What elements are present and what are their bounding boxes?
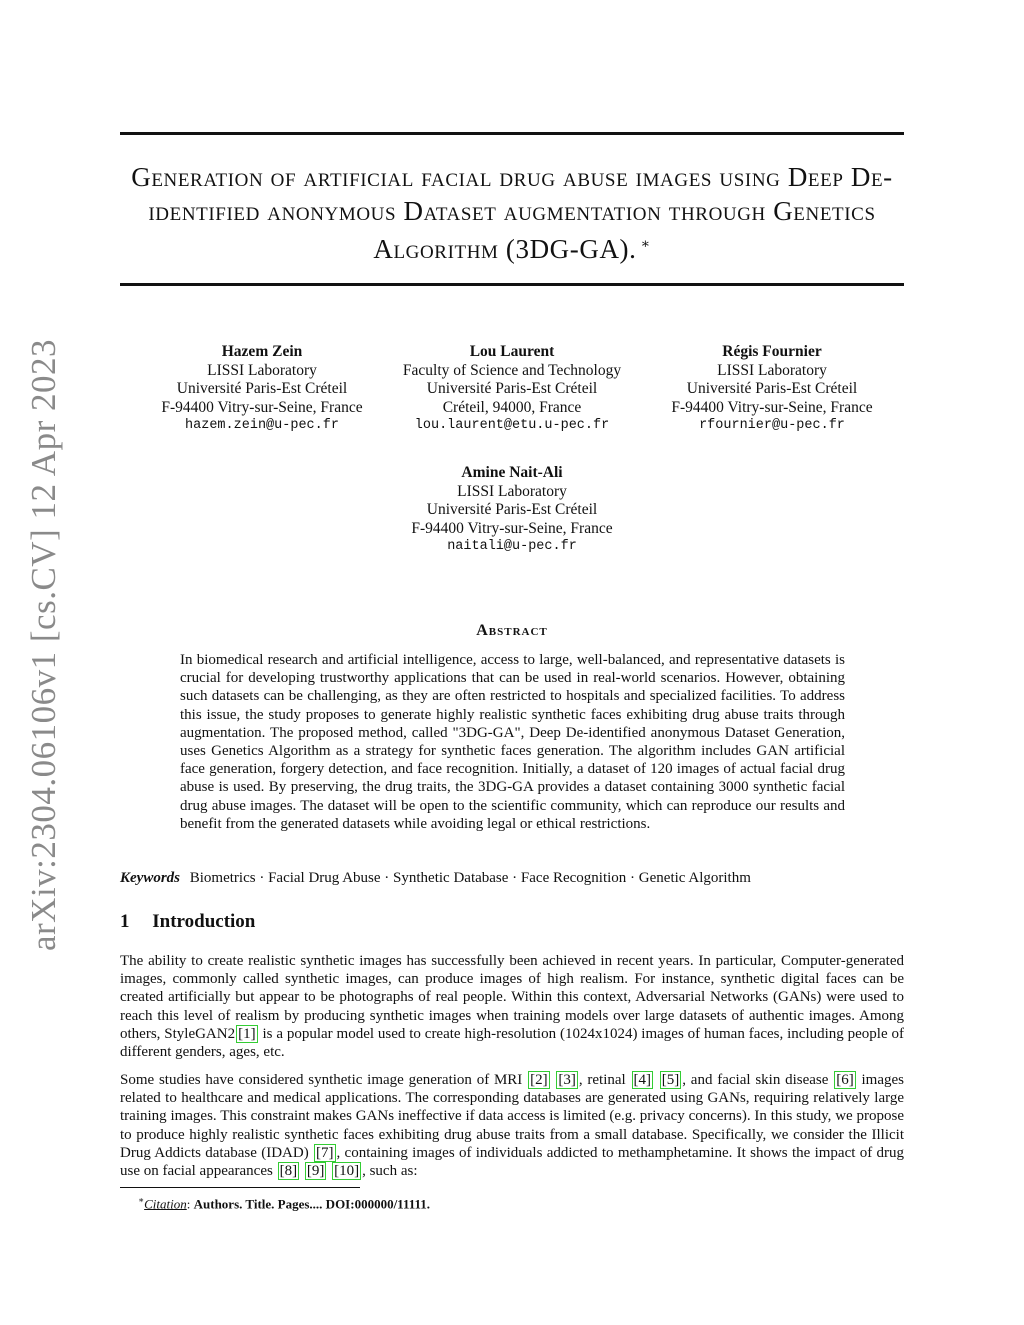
- author-affiliation-line: LISSI Laboratory: [717, 361, 827, 379]
- author-email: hazem.zein@u-pec.fr: [185, 418, 339, 433]
- arxiv-side-stamp: arXiv:2304.06106v1 [cs.CV] 12 Apr 2023: [24, 338, 63, 952]
- citation-link[interactable]: [8]: [279, 1163, 298, 1180]
- footnote: ∗Citation: Authors. Title. Pages.... DOI:000000/11111.: [138, 1195, 431, 1212]
- author-block: [122, 343, 402, 436]
- citation-link[interactable]: [2]: [530, 1072, 548, 1088]
- citation-link[interactable]: [1]: [238, 1025, 256, 1042]
- citation-link[interactable]: [4]: [633, 1072, 651, 1088]
- citation-link[interactable]: [5]: [661, 1072, 680, 1088]
- paragraph-text: , containing images of individuals addicted to methamphetamine. It shows the impact of drug use on facial appearances: [120, 1144, 904, 1180]
- title-bottom-rule: [120, 283, 904, 286]
- author-affiliation-line: F-94400 Vitry-sur-Seine, France: [411, 519, 613, 537]
- author-name: Lou Laurent: [469, 343, 555, 360]
- citation-link[interactable]: [10]: [334, 1163, 360, 1180]
- author-affiliation-line: Université Paris-Est Créteil: [686, 380, 858, 397]
- abstract-heading: Abstract: [476, 622, 548, 639]
- author-affiliation-line: F-94400 Vitry-sur-Seine, France: [161, 398, 363, 416]
- author-affiliation-line: F-94400 Vitry-sur-Seine, France: [671, 398, 873, 416]
- paragraph-text: Some studies have considered synthetic image generation of MRI: [120, 1072, 528, 1088]
- citation-link[interactable]: [3]: [558, 1072, 576, 1088]
- author-affiliation-line: Faculty of Science and Technology: [402, 361, 622, 379]
- author-name: Régis Fournier: [722, 343, 822, 360]
- footnote-rule: [120, 1187, 360, 1188]
- section-heading: [120, 911, 255, 933]
- citation-link[interactable]: [7]: [316, 1144, 334, 1161]
- title-top-rule: [120, 132, 904, 135]
- abstract-body: In biomedical research and artificial intelligence, access to large, well-balanced, and representative datasets is crucial for developing trustworthy applications that can be used in real-world scenarios. However, obtaining such datasets can be challenging, as they are often restricted to hospitals and specialized facilities. To address this issue, the study proposes to generate highly realistic synthetic faces exhibiting drug abuse traits through augmentation. The proposed method, called "3DG-GA", Deep De-identified anonymous Dataset Generation, uses Genetics Algorithm as a strategy for synthetic faces generation. The algorithm includes GAN artificial face generation, forgery detection, and face recognition. Initially, a dataset of 120 images of actual facial drug abuse is used. By preserving, the drug traits, the 3DG-GA provides a dataset containing 3000 synthetic facial drug abuse images. The dataset will be open to the scientific community, which can reproduce our results and benefit from the generated datasets while avoiding legal or ethical restrictions.: [180, 652, 845, 832]
- author-affiliation-line: Université Paris-Est Créteil: [426, 380, 598, 397]
- author-email: naitali@u-pec.fr: [447, 539, 577, 554]
- paragraph-text: , such as:: [362, 1163, 418, 1180]
- section-title: Introduction: [152, 911, 256, 932]
- citation-link[interactable]: [9]: [306, 1163, 325, 1180]
- keywords-label: Keywords: [120, 870, 180, 886]
- author-affiliation-line: LISSI Laboratory: [207, 361, 317, 379]
- footnote-mark: ∗: [138, 1195, 145, 1205]
- author-email: rfournier@u-pec.fr: [699, 418, 845, 433]
- paragraph-text: , and facial skin disease: [682, 1072, 834, 1088]
- footnote-text: Authors. Title. Pages.... DOI:000000/11111.: [193, 1196, 431, 1212]
- author-affiliation-line: LISSI Laboratory: [457, 482, 567, 500]
- author-name: Amine Nait-Ali: [461, 464, 563, 481]
- keywords-text: Biometrics · Facial Drug Abuse · Synthetic Database · Face Recognition · Genetic Algorithm: [189, 870, 751, 886]
- paragraph-text: , retinal: [578, 1072, 631, 1088]
- author-affiliation-line: Université Paris-Est Créteil: [426, 501, 598, 518]
- paper-title-text: Generation of artificial facial drug abuse images using Deep De-identified anonymous Dataset augmentation through Genetics Algorithm (3DG-GA).: [131, 162, 893, 264]
- intro-paragraph: [120, 952, 904, 1061]
- author-block: [372, 464, 652, 557]
- intro-paragraph: [120, 1071, 904, 1180]
- footnote-citation-label: Citation: [144, 1196, 187, 1212]
- author-affiliation-line: Université Paris-Est Créteil: [176, 380, 348, 397]
- keywords-line: [120, 869, 904, 887]
- author-affiliation-line: Créteil, 94000, France: [442, 398, 582, 416]
- author-block: [632, 343, 912, 436]
- title-footnote-mark: ∗: [640, 237, 651, 252]
- author-block: [372, 343, 652, 436]
- section-number: 1: [120, 911, 130, 932]
- paragraph-text: The ability to create realistic synthetic images has successfully been achieved in recent years. In particular, Computer-generated images, commonly called synthetic images, can produce images of high realism. For instance, synthetic digital faces can be created artificially but appear to be photographs of real people. Within this context, Adversarial Networks (GANs) were used to reach this level of realism by producing synthetic images when training models over large datasets of authentic images. Among others, StyleGAN2: [120, 953, 904, 1042]
- paragraph-text: images related to healthcare and medical applications. The corresponding databases are generated using GANs, requiring relatively large training images. This constraint makes GANs ineffective if data access is limited (e.g. privacy concerns). In this study, we propose to produce highly realistic synthetic faces exhibiting drug abuse traits from a small database. Specifically, we consider the Illicit Drug Addicts database (IDAD): [120, 1072, 904, 1161]
- author-email: lou.laurent@etu.u-pec.fr: [414, 418, 610, 433]
- citation-link[interactable]: [6]: [836, 1072, 854, 1088]
- paper-title: [110, 160, 914, 266]
- paragraph-text: is a popular model used to create high-resolution (1024x1024) images of human faces, including people of different genders, ages, etc.: [120, 1025, 904, 1061]
- author-name: Hazem Zein: [221, 343, 303, 360]
